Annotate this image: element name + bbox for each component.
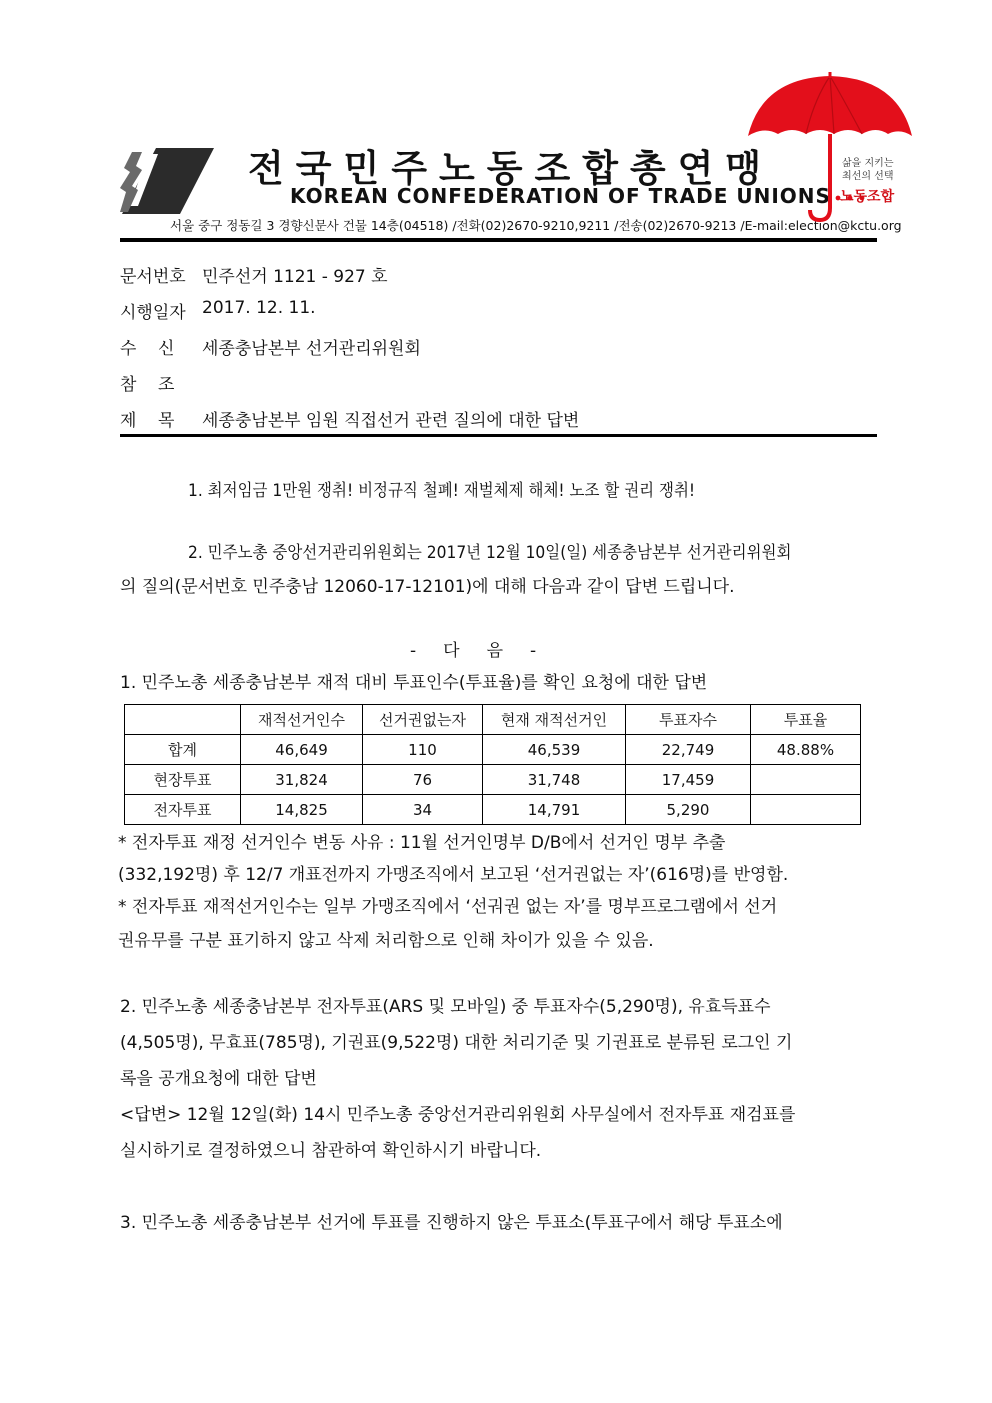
table-cell: 5,290 (626, 795, 751, 825)
table-row (125, 735, 861, 765)
table-header-cell: 현재 재적선거인 (483, 705, 626, 735)
note-2-line-1: * 전자투표 재적선거인수는 일부 가맹조직에서 ‘선궈권 없는 자’를 명부프로그램에서 선거 (118, 897, 778, 917)
item-1-title: 1. 민주노총 세종충남본부 재적 대비 투표인수(투표율)를 확인 요청에 대한 답변 (120, 673, 708, 693)
table-cell: 31,824 (241, 765, 363, 795)
table-cell: 전자투표 (125, 795, 241, 825)
table-cell: 합계 (125, 735, 241, 765)
meta-value: 2017. 12. 11. (202, 298, 316, 318)
table-cell: 17,459 (626, 765, 751, 795)
table-row (125, 765, 861, 795)
item-2-line-2: (4,505명), 무효표(785명), 기권표(9,522명) 대한 처리기준 및 기권표로 분류된 로그인 기 (120, 1033, 793, 1053)
org-address: 서울 중구 정동길 3 경향신문사 건물 14층(04518) /전화(02)2670-9210,9211 /전송(02)2670-9213 /E-mail:election@kctu.org (170, 218, 902, 233)
paragraph-2-line-2: 의 질의(문서번호 민주충남 12060-17-12101)에 대해 다음과 같이 답변 드립니다. (120, 577, 735, 597)
item-2-line-1: 2. 민주노총 세종충남본부 전자투표(ARS 및 모바일) 중 투표자수(5,290명), 유효득표수 (120, 997, 771, 1017)
table-header-cell: 선거권없는자 (363, 705, 483, 735)
umbrella-canopy (748, 76, 912, 136)
meta-label: 수 신 (120, 339, 175, 359)
table-cell: 34 (363, 795, 483, 825)
vote-rate-table (124, 704, 861, 825)
table-cell: 14,791 (483, 795, 626, 825)
meta-value: 세종충남본부 임원 직접선거 관련 질의에 대한 답변 (202, 411, 580, 431)
slogan-line-2: 최선의 선택 (842, 171, 894, 182)
meta-label: 문서번호 (120, 267, 186, 287)
meta-value: 민주선거 1121 - 927 호 (202, 267, 388, 287)
table-cell: 46,649 (241, 735, 363, 765)
note-1-line-2: (332,192명) 후 12/7 개표전까지 가맹조직에서 보고된 ‘선거권없는 자’(616명)를 반영함. (118, 865, 789, 885)
paragraph-1: 1. 최저임금 1만원 쟁취! 비정규직 철폐! 재벌체제 해체! 노조 할 권리 쟁취! (188, 481, 696, 501)
union-name-label: 노동조합 (840, 189, 895, 205)
org-name-korean: 전국민주노동조합총연맹 (248, 147, 774, 190)
paragraph-2-line-1: 2. 민주노총 중앙선거관리위원회는 2017년 12월 10일(일) 세종충남본부 선거관리위원회 (188, 543, 792, 563)
header-divider (120, 238, 877, 242)
item-3-line-1: 3. 민주노총 세종충남본부 선거에 투표를 진행하지 않은 투표소(투표구에서 해당 투표소에 (120, 1213, 783, 1233)
table-header-cell (125, 705, 241, 735)
meta-label: 제 목 (120, 411, 175, 431)
note-2-line-2: 권유무를 구분 표기하지 않고 삭제 처리함으로 인해 차이가 있을 수 있음. (118, 931, 654, 951)
table-header-cell: 투표자수 (626, 705, 751, 735)
org-name-english: KOREAN CONFEDERATION OF TRADE UNIONS (290, 184, 831, 208)
table-cell (751, 765, 861, 795)
answer-line-2: 실시하기로 결정하였으니 참관하여 확인하시기 바랍니다. (120, 1141, 542, 1161)
table-cell: 48.88% (751, 735, 861, 765)
note-1-line-1: * 전자투표 재정 선거인수 변동 사유 : 11월 선거인명부 D/B에서 선거인 명부 추출 (118, 833, 726, 853)
table-cell: 22,749 (626, 735, 751, 765)
table-cell: 76 (363, 765, 483, 795)
item-2-line-3: 록을 공개요청에 대한 답변 (120, 1069, 317, 1089)
meta-value: 세종충남본부 선거관리위원회 (202, 339, 421, 359)
answer-line-1: <답변> 12월 12일(화) 14시 민주노총 중앙선거관리위원회 사무실에서 전자투표 재검표를 (120, 1105, 796, 1125)
kctu-logo-icon (118, 146, 214, 216)
meta-divider (120, 434, 877, 437)
table-cell: 현장투표 (125, 765, 241, 795)
table-cell: 14,825 (241, 795, 363, 825)
table-cell: 46,539 (483, 735, 626, 765)
meta-label: 참 조 (120, 375, 175, 395)
table-cell (751, 795, 861, 825)
slogan-line-1: 삶을 지키는 (842, 158, 894, 169)
section-heading-daeum: - 다 음 - (410, 641, 537, 661)
table-row (125, 795, 861, 825)
table-cell: 31,748 (483, 765, 626, 795)
table-header-cell: 재적선거인수 (241, 705, 363, 735)
meta-label: 시행일자 (120, 303, 186, 323)
table-cell: 110 (363, 735, 483, 765)
table-header-row (125, 705, 861, 735)
table-header-cell: 투표율 (751, 705, 861, 735)
